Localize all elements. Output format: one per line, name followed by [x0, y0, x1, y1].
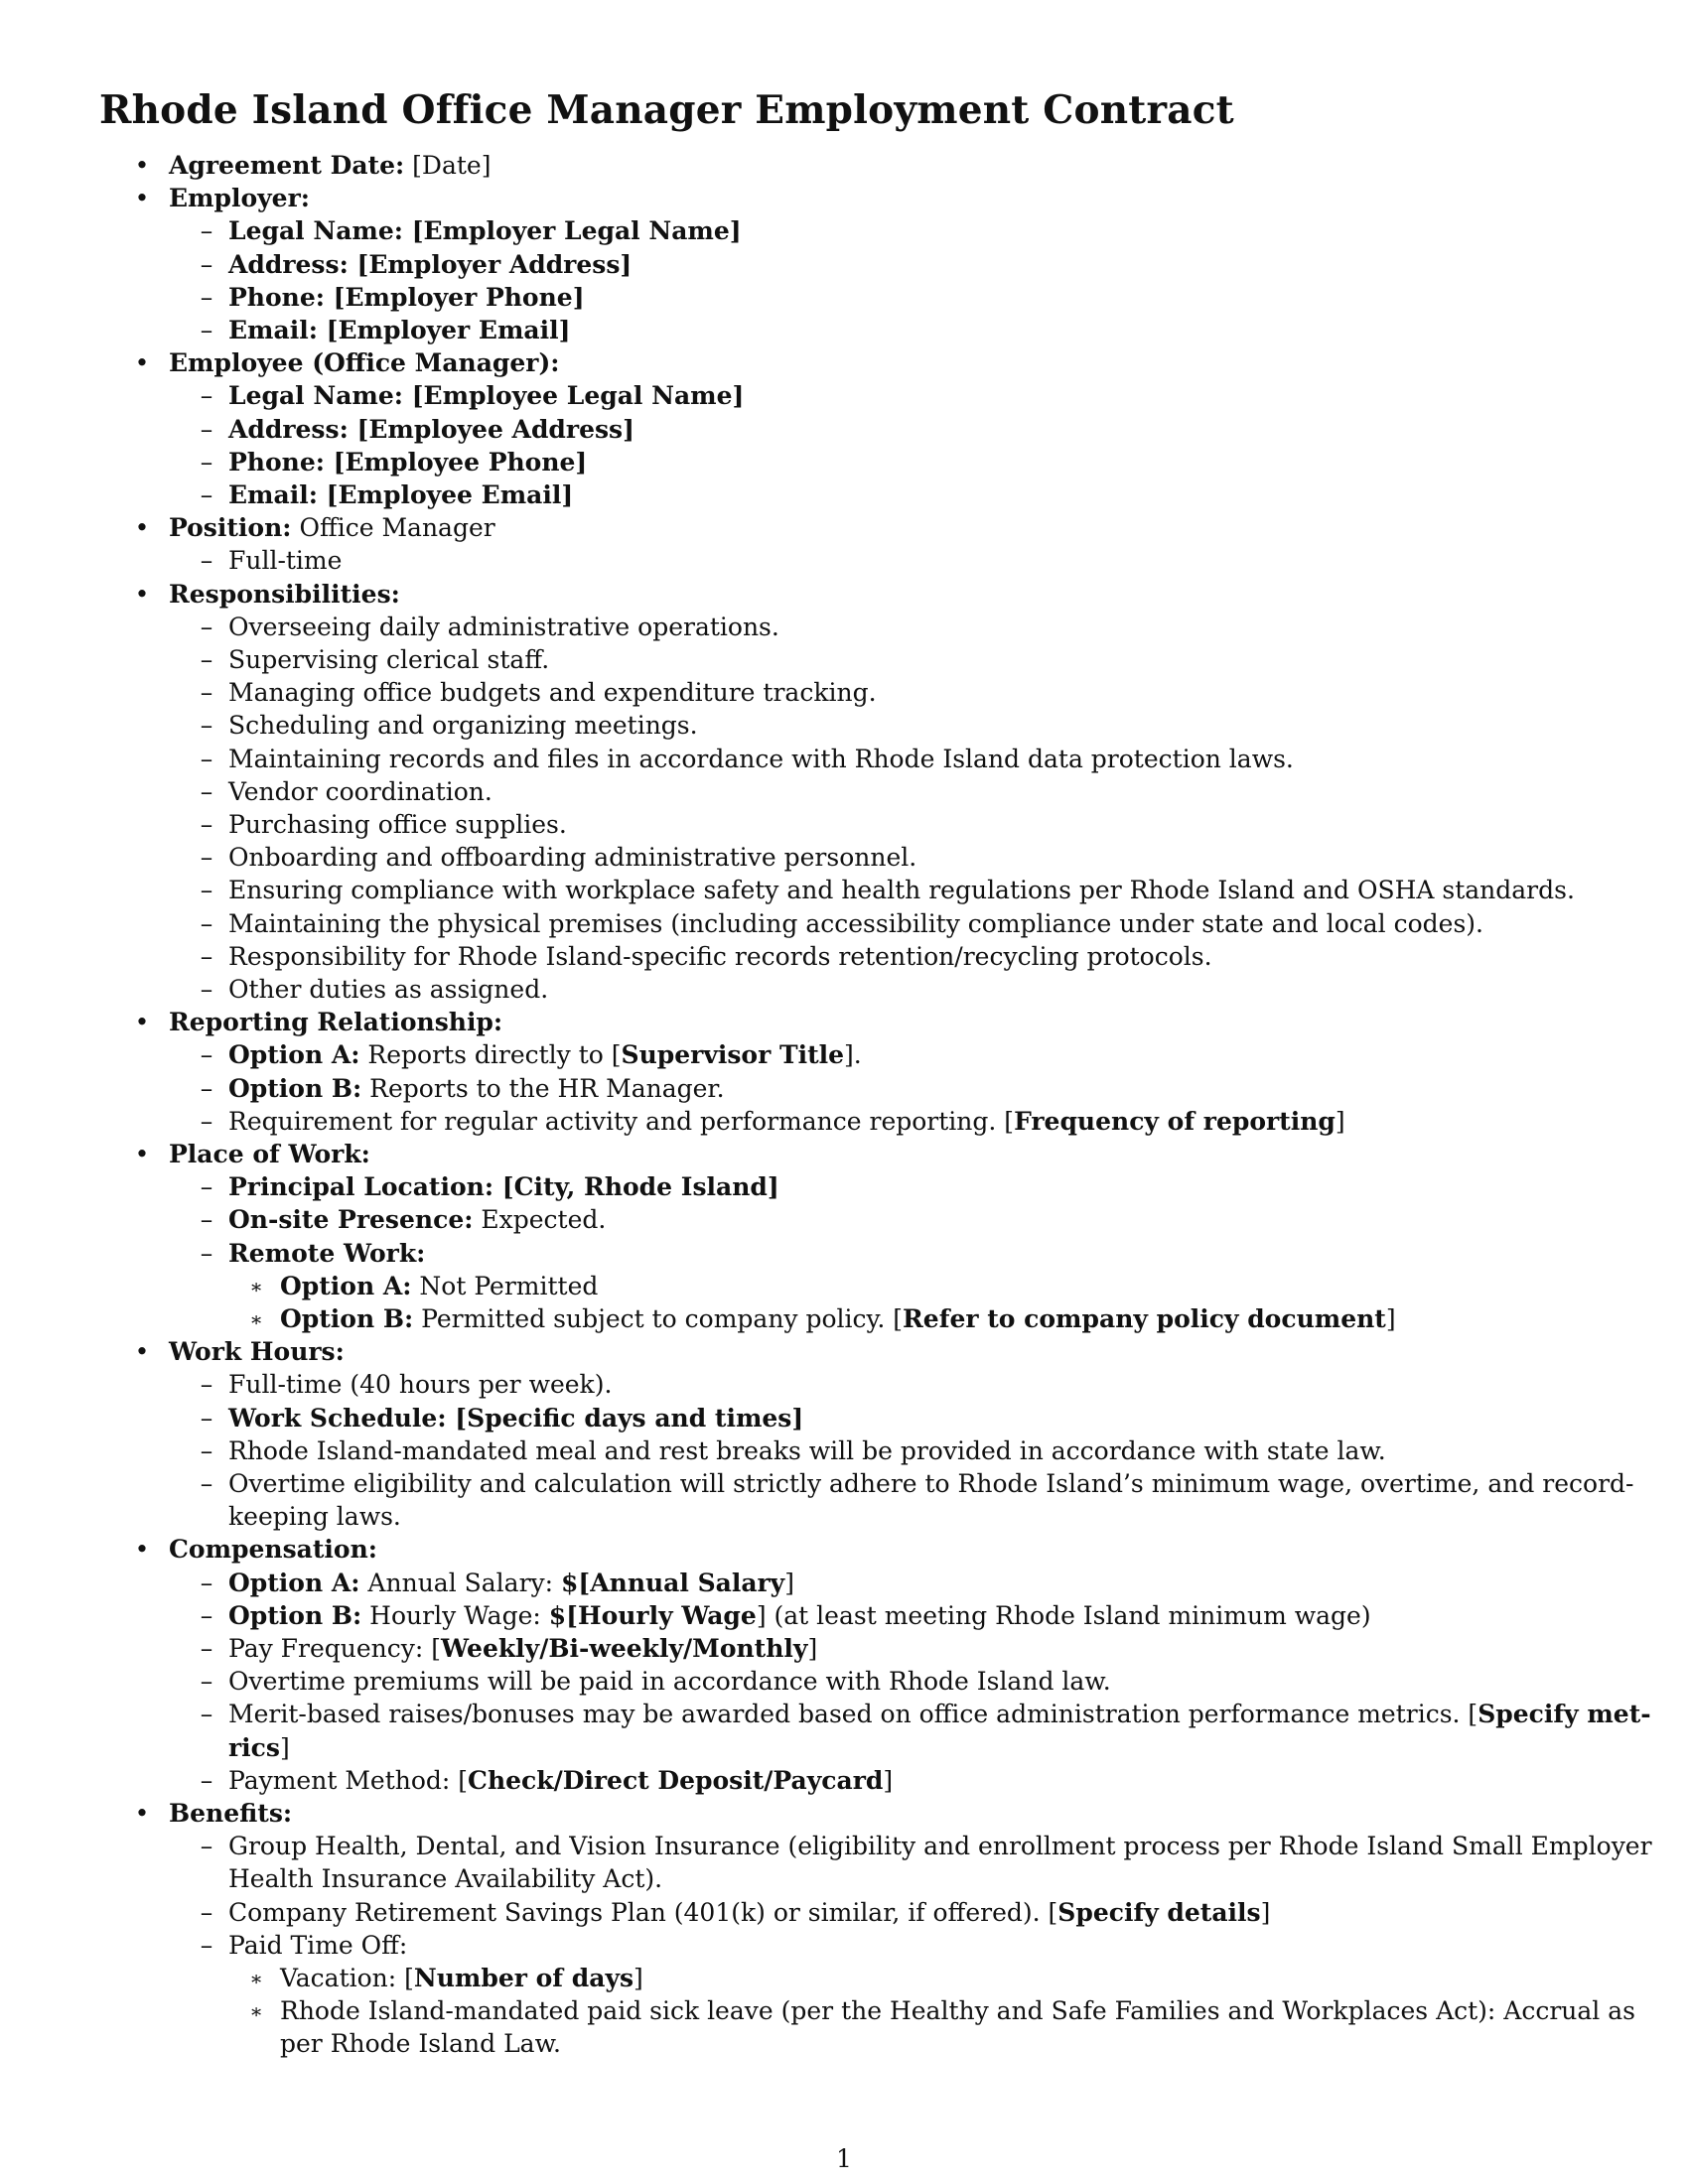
- list-item-text: [228, 1203, 606, 1237]
- list-item: [0, 478, 1688, 512]
- bullet-marker: •: [134, 1140, 150, 1168]
- dash-marker: –: [200, 1667, 213, 1697]
- text: Annual Salary:: [359, 1568, 562, 1597]
- dash-marker: –: [200, 876, 213, 905]
- list-item-text: [228, 841, 916, 875]
- asterisk-marker: ∗: [249, 1967, 263, 1990]
- text: Full-time (40 hours per week).: [228, 1370, 613, 1400]
- list-item-text: [280, 1302, 1396, 1336]
- list-item: [0, 281, 1688, 315]
- list-item-text: [228, 544, 342, 578]
- text: Expected.: [473, 1205, 607, 1235]
- bold-text: Specify details: [1057, 1897, 1261, 1927]
- list-item-text: [228, 643, 549, 677]
- list-item: [0, 248, 1688, 282]
- list-item-text: [228, 973, 548, 1007]
- text: Full-time: [228, 546, 343, 576]
- bold-text: Address: [Employer Address]: [228, 249, 633, 279]
- list-item: [0, 1599, 1688, 1633]
- list-item: [0, 743, 1688, 776]
- text: ]: [807, 1634, 818, 1663]
- list-item: [0, 1962, 1688, 1995]
- bold-text: Compensation:: [169, 1535, 377, 1565]
- text: ]: [279, 1732, 290, 1762]
- list-item-text: [169, 578, 400, 612]
- dash-marker: –: [200, 645, 213, 674]
- bold-text: Position:: [169, 513, 292, 543]
- text: Scheduling and organizing meetings.: [228, 711, 698, 741]
- bold-text: On-site Presence:: [228, 1205, 474, 1235]
- list-item: [0, 775, 1688, 809]
- dash-marker: –: [200, 843, 213, 873]
- text: Vendor coordination.: [228, 776, 492, 806]
- bold-text: Remote Work:: [228, 1238, 426, 1268]
- dash-marker: –: [200, 216, 213, 246]
- list-item-text: [228, 379, 744, 413]
- list-item-text: [169, 182, 310, 215]
- dash-marker: –: [200, 249, 213, 279]
- bold-text: Frequency of reporting: [1014, 1106, 1336, 1136]
- list-item: [0, 511, 1688, 545]
- text: Requirement for regular activity and performance reporting. [: [228, 1106, 1015, 1136]
- bold-text: Phone: [Employee Phone]: [228, 447, 588, 477]
- list-item-text: [169, 1335, 345, 1369]
- list-item-continuation: [0, 1500, 1688, 1534]
- bold-text: Option A:: [228, 1568, 360, 1597]
- bold-text: Option B:: [228, 1600, 362, 1630]
- list-item: [0, 1302, 1688, 1336]
- list-item-text: [228, 1038, 862, 1072]
- bold-text: Principal Location: [City, Rhode Island]: [228, 1172, 779, 1202]
- list-item-text: [228, 446, 587, 479]
- list-item: [0, 1335, 1688, 1369]
- dash-marker: –: [200, 678, 213, 708]
- list-item: [0, 709, 1688, 743]
- list-item-text: [228, 1500, 401, 1534]
- list-item-text: [228, 1170, 779, 1204]
- list-item: [0, 1368, 1688, 1402]
- dash-marker: –: [200, 1403, 213, 1433]
- list-item: [0, 544, 1688, 578]
- bold-text: Reporting Relationship:: [169, 1008, 503, 1037]
- list-item-text: [228, 1632, 817, 1666]
- bold-text: $[Annual Salary: [561, 1568, 785, 1597]
- dash-marker: –: [200, 1435, 213, 1465]
- text: Vacation: [: [280, 1964, 414, 1992]
- bullet-marker: •: [134, 1008, 150, 1037]
- text: Maintaining records and files in accordance with Rhode Island data protection laws.: [228, 744, 1294, 773]
- dash-marker: –: [200, 1930, 213, 1960]
- list-item: [0, 1434, 1688, 1468]
- list-item: [0, 1896, 1688, 1930]
- list-item: [0, 973, 1688, 1007]
- dash-marker: –: [200, 1765, 213, 1795]
- text: Health Insurance Availability Act).: [228, 1864, 663, 1894]
- list-item-text: [228, 1929, 407, 1963]
- text: Responsibility for Rhode Island-specific records retention/recycling protocols.: [228, 941, 1212, 971]
- dash-marker: –: [200, 414, 213, 444]
- dash-marker: –: [200, 1600, 213, 1630]
- dash-marker: –: [200, 711, 213, 741]
- dash-marker: –: [200, 612, 213, 641]
- text: Pay Frequency: [: [228, 1634, 442, 1663]
- text: Reports to the HR Manager.: [361, 1073, 725, 1103]
- dash-marker: –: [200, 1205, 213, 1235]
- text: Overseeing daily administrative operations.: [228, 612, 779, 641]
- bold-text: Legal Name: [Employee Legal Name]: [228, 381, 745, 411]
- list-item: [0, 1698, 1688, 1731]
- text: ]: [784, 1568, 794, 1597]
- list-item-text: [228, 214, 742, 248]
- bold-text: Benefits:: [169, 1799, 293, 1828]
- list-item-text: [169, 1138, 370, 1171]
- bold-text: Supervisor Title: [621, 1040, 845, 1070]
- bold-text: rics: [228, 1732, 280, 1762]
- dash-marker: –: [200, 1700, 213, 1729]
- list-item-continuation: [0, 2027, 1688, 2061]
- list-item: [0, 1929, 1688, 1963]
- asterisk-marker: ∗: [249, 1307, 263, 1331]
- bold-text: Place of Work:: [169, 1140, 370, 1168]
- dash-marker: –: [200, 381, 213, 411]
- text: Maintaining the physical premises (including accessibility compliance under state and local codes).: [228, 908, 1484, 938]
- list-item: [0, 1203, 1688, 1237]
- text: Other duties as assigned.: [228, 975, 549, 1004]
- text: keeping laws.: [228, 1502, 401, 1532]
- text: Merit-based raises/bonuses may be awarded based on office administration performance metrics. [: [228, 1700, 1478, 1729]
- text: Permitted subject to company policy. [: [413, 1304, 904, 1333]
- text: Purchasing office supplies.: [228, 810, 567, 839]
- list-item: [0, 1830, 1688, 1863]
- list-item: [0, 1038, 1688, 1072]
- dash-marker: –: [200, 1832, 213, 1861]
- list-item: [0, 1665, 1688, 1699]
- bold-text: Option A:: [280, 1271, 412, 1300]
- list-item: [0, 1138, 1688, 1171]
- bold-text: Employer:: [169, 184, 310, 213]
- list-item: [0, 1764, 1688, 1798]
- list-item: [0, 841, 1688, 875]
- list-item-text: [169, 1797, 292, 1831]
- list-item: [0, 1402, 1688, 1435]
- list-item-text: [228, 808, 567, 842]
- bullet-marker: •: [134, 579, 150, 609]
- text: Company Retirement Savings Plan (401(k) or similar, if offered). [: [228, 1897, 1058, 1927]
- dash-marker: –: [200, 546, 213, 576]
- bullet-marker: •: [134, 151, 150, 180]
- bold-text: Legal Name: [Employer Legal Name]: [228, 216, 742, 246]
- text: Supervising clerical staff.: [228, 645, 550, 674]
- text: per Rhode Island Law.: [280, 2029, 561, 2059]
- dash-marker: –: [200, 1469, 213, 1498]
- list-item: [0, 413, 1688, 447]
- dash-marker: –: [200, 941, 213, 971]
- list-item-text: [169, 346, 560, 380]
- list-item-text: [228, 1764, 893, 1798]
- text: ]: [633, 1964, 643, 1992]
- list-item-text: [169, 511, 495, 545]
- list-item: [0, 1237, 1688, 1271]
- bold-text: Employee (Office Manager):: [169, 348, 560, 378]
- bullet-marker: •: [134, 1799, 150, 1828]
- list-item: [0, 907, 1688, 941]
- page-number: 1: [836, 2144, 852, 2173]
- bold-text: Specify met-: [1477, 1700, 1651, 1729]
- list-item-text: [228, 611, 779, 644]
- list-item: [0, 1567, 1688, 1600]
- list-item-text: [280, 2027, 561, 2061]
- bullet-marker: •: [134, 184, 150, 213]
- list-item-text: [228, 743, 1294, 776]
- bold-text: Phone: [Employer Phone]: [228, 282, 585, 312]
- text: ]: [1335, 1106, 1345, 1136]
- list-item-text: [228, 1237, 425, 1271]
- dash-marker: –: [200, 447, 213, 477]
- asterisk-marker: ∗: [249, 1274, 263, 1298]
- bold-text: Email: [Employer Email]: [228, 316, 571, 344]
- list-item: [0, 940, 1688, 974]
- list-item: [0, 611, 1688, 644]
- list-item-text: [228, 1862, 662, 1896]
- text: Group Health, Dental, and Vision Insurance (eligibility and enrollment process per Rhode Island Small Employer: [228, 1832, 1652, 1861]
- bold-text: Email: [Employee Email]: [228, 480, 574, 509]
- list-item-text: [169, 1533, 377, 1567]
- list-item-text: [228, 1698, 1651, 1731]
- bold-text: Work Schedule: [Specific days and times]: [228, 1403, 804, 1433]
- bold-text: $[Hourly Wage: [548, 1600, 757, 1630]
- dash-marker: –: [200, 316, 213, 344]
- text: Paid Time Off:: [228, 1930, 408, 1960]
- dash-marker: –: [200, 480, 213, 509]
- bold-text: Agreement Date:: [169, 151, 405, 180]
- list-item-continuation: [0, 1731, 1688, 1765]
- dash-marker: –: [200, 1634, 213, 1663]
- list-item-text: [228, 775, 492, 809]
- list-item-text: [280, 1994, 1635, 2028]
- dash-marker: –: [200, 1172, 213, 1202]
- text: Not Permitted: [411, 1271, 599, 1300]
- list-item: [0, 379, 1688, 413]
- list-item-text: [228, 478, 573, 512]
- bullet-marker: •: [134, 513, 150, 543]
- list-item: [0, 676, 1688, 710]
- list-item: [0, 1270, 1688, 1303]
- bold-text: Number of days: [413, 1964, 634, 1992]
- bullet-marker: •: [134, 348, 150, 378]
- list-item-text: [228, 1072, 725, 1106]
- dash-marker: –: [200, 975, 213, 1004]
- list-item-continuation: [0, 1862, 1688, 1896]
- text: Ensuring compliance with workplace safety and health regulations per Rhode Island and OSHA standards.: [228, 876, 1575, 905]
- list-item-text: [228, 1665, 1111, 1699]
- list-item-text: [228, 1368, 612, 1402]
- list-item-text: [228, 248, 632, 282]
- list-item-text: [228, 1467, 1633, 1501]
- list-item: [0, 1105, 1688, 1139]
- dash-marker: –: [200, 1106, 213, 1136]
- list-item-text: [169, 149, 491, 183]
- dash-marker: –: [200, 776, 213, 806]
- list-item-text: [228, 1830, 1652, 1863]
- list-item-text: [228, 1105, 1345, 1139]
- dash-marker: –: [200, 1073, 213, 1103]
- list-item: [0, 149, 1688, 183]
- list-item-text: [228, 1434, 1386, 1468]
- list-item-text: [228, 907, 1483, 941]
- dash-marker: –: [200, 1238, 213, 1268]
- text: Office Manager: [291, 513, 495, 543]
- text: [Date]: [404, 151, 492, 180]
- text: Rhode Island-mandated meal and rest breaks will be provided in accordance with state law.: [228, 1435, 1386, 1465]
- list-item: [0, 643, 1688, 677]
- list-item: [0, 874, 1688, 907]
- list-item-text: [228, 1731, 290, 1765]
- list-item: [0, 1632, 1688, 1666]
- text: Managing office budgets and expenditure tracking.: [228, 678, 877, 708]
- list-item-text: [228, 1896, 1270, 1930]
- dash-marker: –: [200, 908, 213, 938]
- list-item-text: [228, 940, 1212, 974]
- list-item: [0, 1797, 1688, 1831]
- list-item-text: [228, 1402, 803, 1435]
- dash-marker: –: [200, 1370, 213, 1400]
- text: Rhode Island-mandated paid sick leave (per the Healthy and Safe Families and Workplaces Act): Accrual as: [280, 1996, 1635, 2026]
- dash-marker: –: [200, 282, 213, 312]
- list-item: [0, 446, 1688, 479]
- bold-text: Weekly/Bi-weekly/Monthly: [441, 1634, 808, 1663]
- text: Overtime premiums will be paid in accordance with Rhode Island law.: [228, 1667, 1111, 1697]
- list-item-text: [228, 874, 1575, 907]
- list-item: [0, 314, 1688, 347]
- dash-marker: –: [200, 810, 213, 839]
- text: ].: [844, 1040, 862, 1070]
- text: ]: [1385, 1304, 1396, 1333]
- list-item: [0, 1533, 1688, 1567]
- list-item-text: [280, 1962, 643, 1995]
- list-item: [0, 1170, 1688, 1204]
- bold-text: Refer to company policy document: [903, 1304, 1386, 1333]
- list-item-text: [228, 676, 877, 710]
- list-item-text: [169, 1006, 502, 1039]
- list-item: [0, 1072, 1688, 1106]
- bold-text: Option B:: [228, 1073, 362, 1103]
- text: ] (at least meeting Rhode Island minimum wage): [756, 1600, 1371, 1630]
- asterisk-marker: ∗: [249, 1999, 263, 2024]
- text: Reports directly to [: [359, 1040, 622, 1070]
- list-item: [0, 214, 1688, 248]
- bold-text: Address: [Employee Address]: [228, 414, 634, 444]
- list-item: [0, 1006, 1688, 1039]
- list-item: [0, 578, 1688, 612]
- list-item-text: [228, 1567, 794, 1600]
- list-item-text: [228, 281, 585, 315]
- dash-marker: –: [200, 744, 213, 773]
- list-item-text: [228, 314, 570, 347]
- list-item-text: [228, 709, 698, 743]
- bullet-marker: •: [134, 1535, 150, 1565]
- bold-text: Option B:: [280, 1304, 414, 1333]
- list-item-text: [228, 413, 634, 447]
- bold-text: Check/Direct Deposit/Paycard: [468, 1765, 884, 1795]
- dash-marker: –: [200, 1568, 213, 1597]
- bold-text: Work Hours:: [169, 1337, 345, 1367]
- list-item: [0, 1994, 1688, 2028]
- text: Hourly Wage:: [361, 1600, 549, 1630]
- list-item: [0, 1467, 1688, 1501]
- dash-marker: –: [200, 1040, 213, 1070]
- list-item: [0, 182, 1688, 215]
- list-item-text: [280, 1270, 598, 1303]
- text: ]: [1260, 1897, 1271, 1927]
- bold-text: Responsibilities:: [169, 579, 400, 609]
- list-item-text: [228, 1599, 1371, 1633]
- list-item: [0, 346, 1688, 380]
- bold-text: Option A:: [228, 1040, 360, 1070]
- text: Payment Method: [: [228, 1765, 469, 1795]
- bullet-marker: •: [134, 1337, 150, 1367]
- list-item: [0, 808, 1688, 842]
- dash-marker: –: [200, 1897, 213, 1927]
- document-title: Rhode Island Office Manager Employment Contract: [99, 87, 1234, 133]
- text: Overtime eligibility and calculation will strictly adhere to Rhode Island’s minimum wage, overtime, and record-: [228, 1469, 1634, 1498]
- text: ]: [883, 1765, 894, 1795]
- text: Onboarding and offboarding administrative personnel.: [228, 843, 917, 873]
